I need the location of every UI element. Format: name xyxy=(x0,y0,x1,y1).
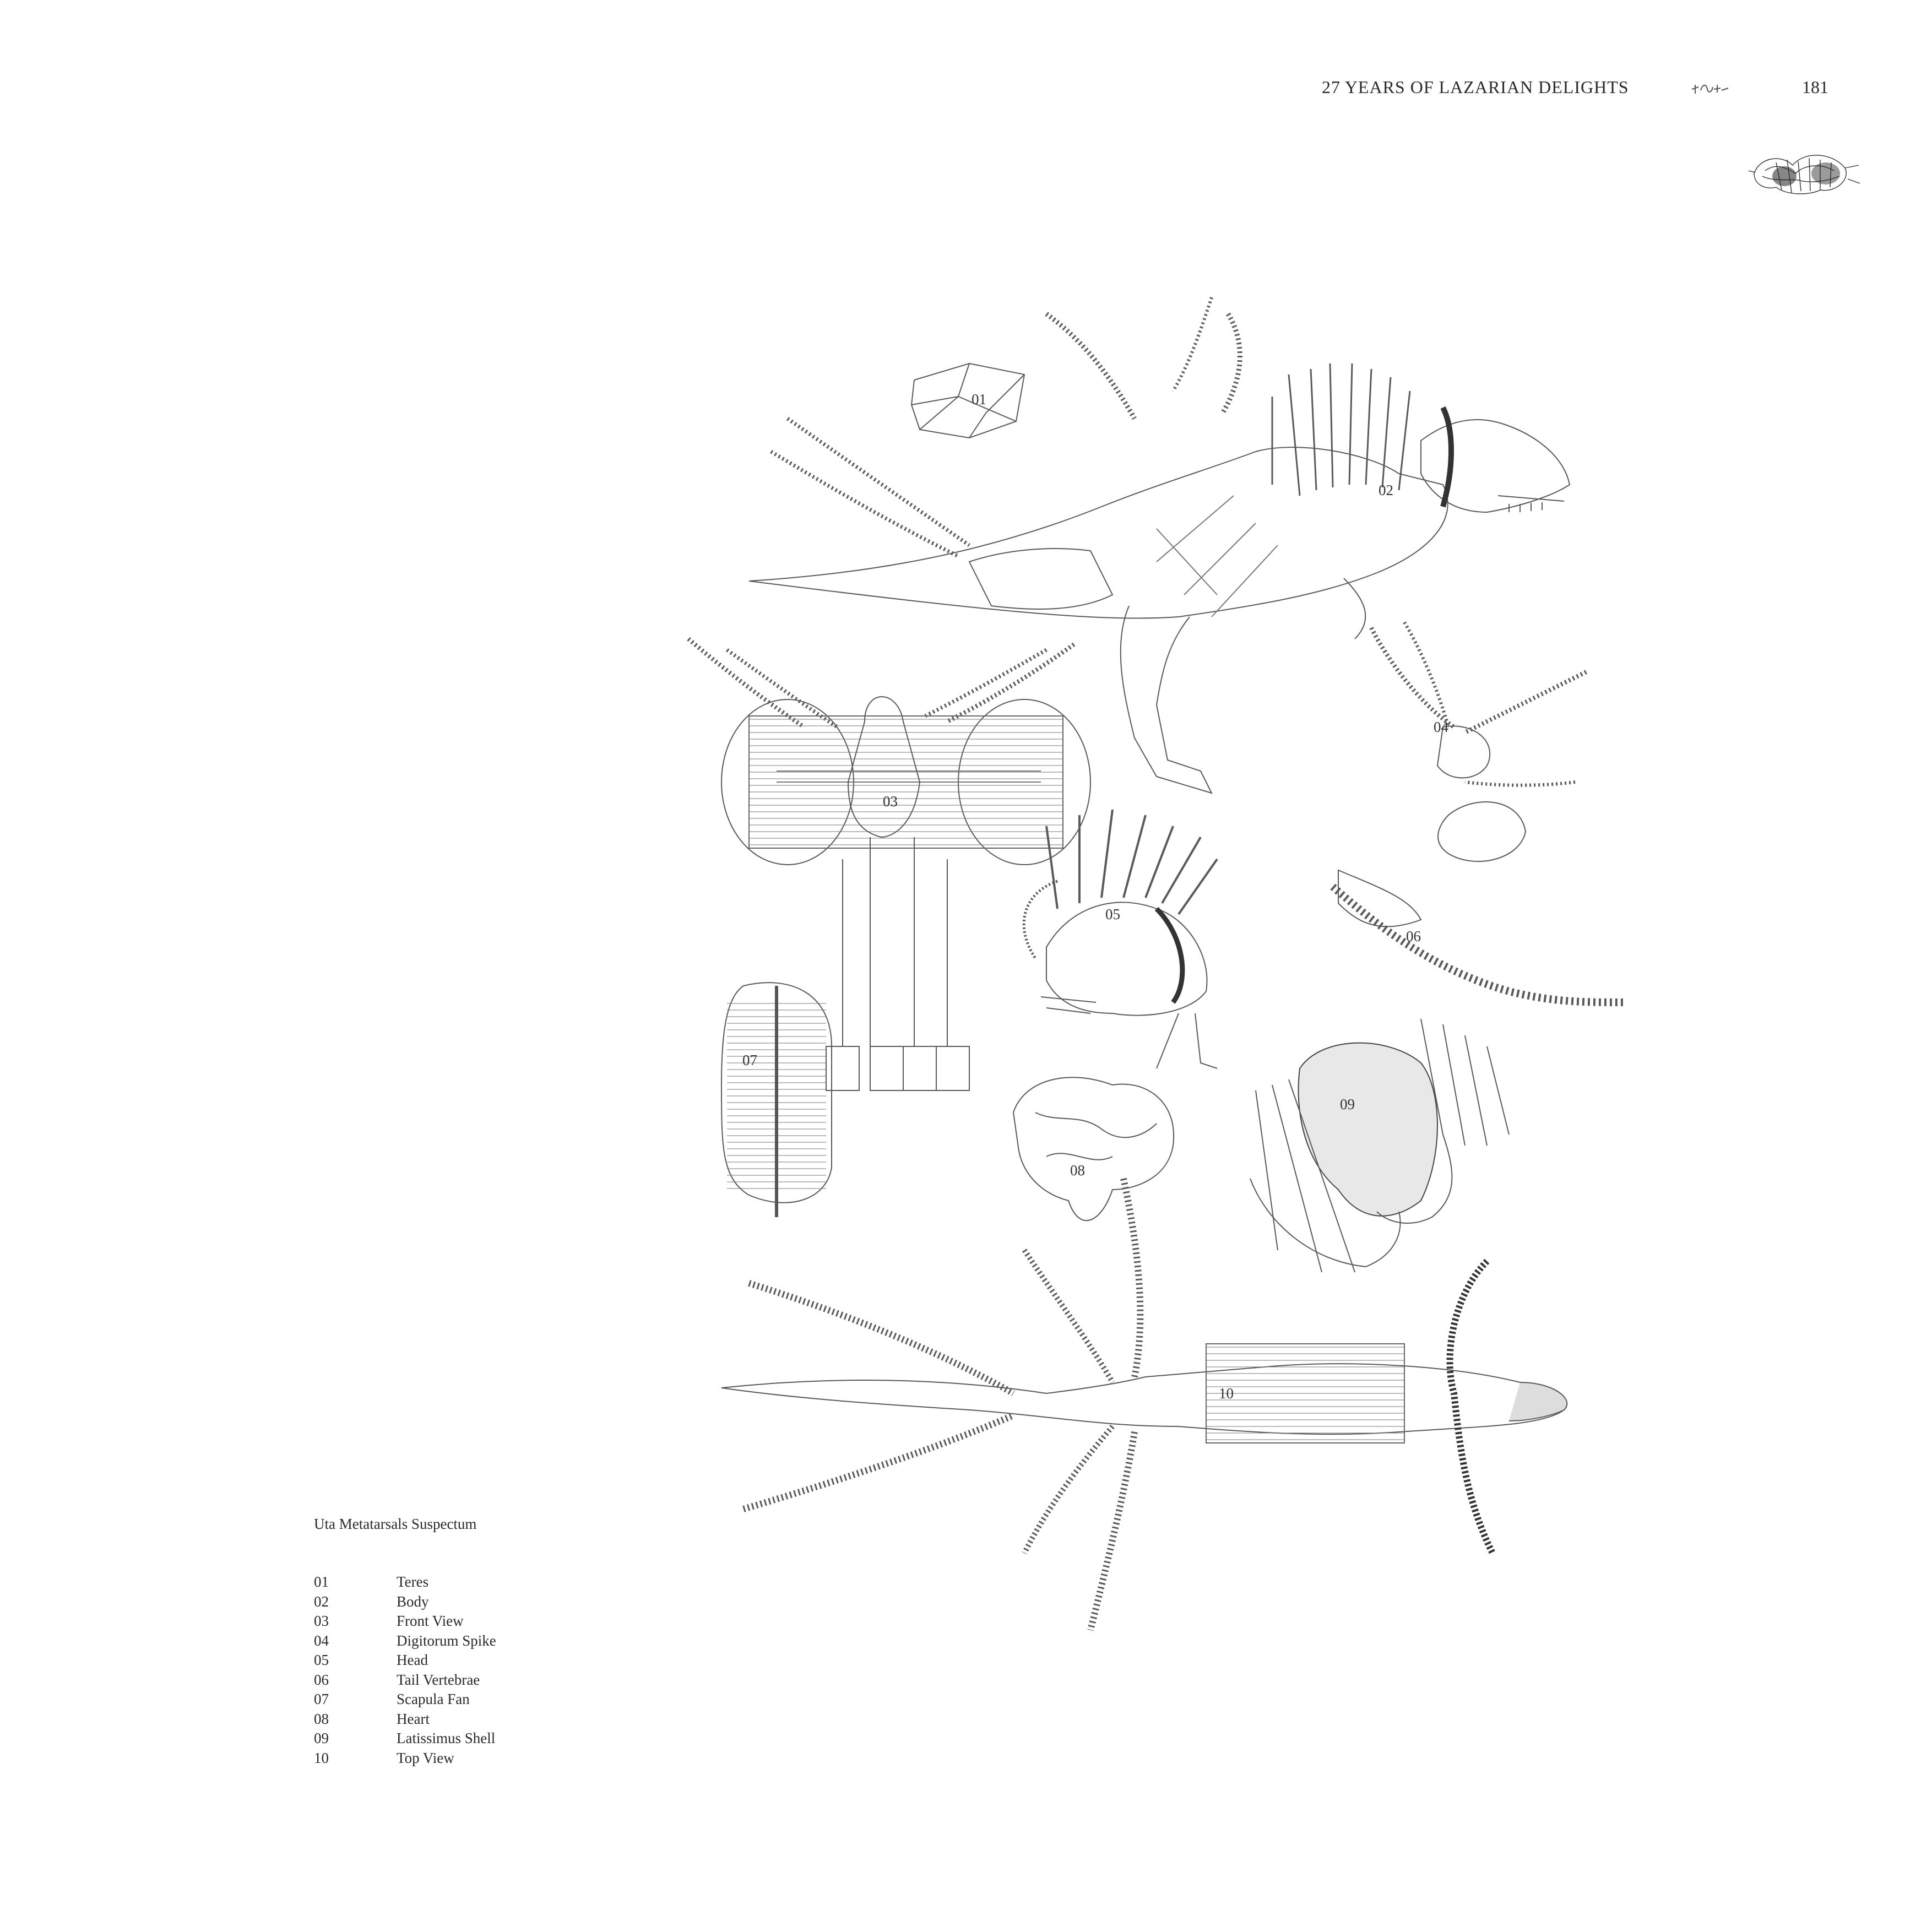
figure-label-07: 07 xyxy=(742,1052,757,1068)
legend-name: Digitorum Spike xyxy=(397,1632,496,1649)
legend-item xyxy=(314,1690,589,1710)
legend-name: Scapula Fan xyxy=(397,1691,470,1707)
legend-name: Front View xyxy=(397,1613,464,1629)
legend-item xyxy=(314,1729,589,1749)
page-number: 181 xyxy=(1802,77,1828,97)
legend-number: 02 xyxy=(314,1593,329,1610)
scapula-fan-figure xyxy=(721,983,832,1217)
legend-number: 03 xyxy=(314,1613,329,1629)
latissimus-shell-figure xyxy=(1250,1019,1509,1272)
legend-name: Tail Vertebrae xyxy=(397,1671,480,1688)
figure-label-05: 05 xyxy=(1105,906,1120,922)
legend-item xyxy=(314,1592,589,1612)
figure-label-10: 10 xyxy=(1219,1385,1234,1402)
legend-number: 06 xyxy=(314,1671,329,1688)
legend-name: Head xyxy=(397,1652,428,1668)
legend-number: 08 xyxy=(314,1710,329,1727)
running-header xyxy=(1322,77,1828,105)
digitorum-spike-figure xyxy=(1371,622,1586,861)
corner-thumbnail-icon xyxy=(1743,140,1862,207)
caption-title: Uta Metatarsals Suspectum xyxy=(314,1516,477,1532)
legend-name: Teres xyxy=(397,1573,429,1590)
legend-item xyxy=(314,1631,589,1651)
teres-figure xyxy=(911,363,1024,438)
legend-item xyxy=(314,1572,589,1592)
legend-item xyxy=(314,1670,589,1690)
legend-number: 09 xyxy=(314,1730,329,1746)
specimen-line-art xyxy=(661,286,1630,1674)
legend-name: Heart xyxy=(397,1710,430,1727)
figure-label-09: 09 xyxy=(1340,1096,1355,1112)
book-title: 27 YEARS OF LAZARIAN DELIGHTS xyxy=(1322,77,1629,97)
figure-label-08: 08 xyxy=(1070,1162,1085,1179)
legend-item xyxy=(314,1611,589,1631)
legend-number: 07 xyxy=(314,1691,329,1707)
legend-list xyxy=(314,1572,589,1768)
tail-vertebrae-figure xyxy=(1333,870,1625,1002)
legend-number: 04 xyxy=(314,1632,329,1649)
ornament-glyph-icon xyxy=(1691,80,1729,97)
legend-number: 05 xyxy=(314,1652,329,1668)
figure-label-04: 04 xyxy=(1434,719,1448,735)
figure-label-02: 02 xyxy=(1379,482,1393,498)
figure-label-01: 01 xyxy=(972,391,986,408)
legend-item xyxy=(314,1651,589,1670)
legend-name: Body xyxy=(397,1593,429,1610)
top-view-figure xyxy=(721,1179,1567,1630)
legend-name: Top View xyxy=(397,1749,454,1766)
specimen-plate xyxy=(661,286,1630,1674)
figure-label-03: 03 xyxy=(883,793,898,810)
legend-number: 01 xyxy=(314,1573,329,1590)
caption-block xyxy=(314,1516,589,1768)
legend-item xyxy=(314,1710,589,1729)
legend-name: Latissimus Shell xyxy=(397,1730,496,1746)
heart-figure xyxy=(1013,1077,1174,1220)
legend-number: 10 xyxy=(314,1749,329,1766)
figure-label-06: 06 xyxy=(1406,928,1421,945)
legend-item xyxy=(314,1749,589,1768)
